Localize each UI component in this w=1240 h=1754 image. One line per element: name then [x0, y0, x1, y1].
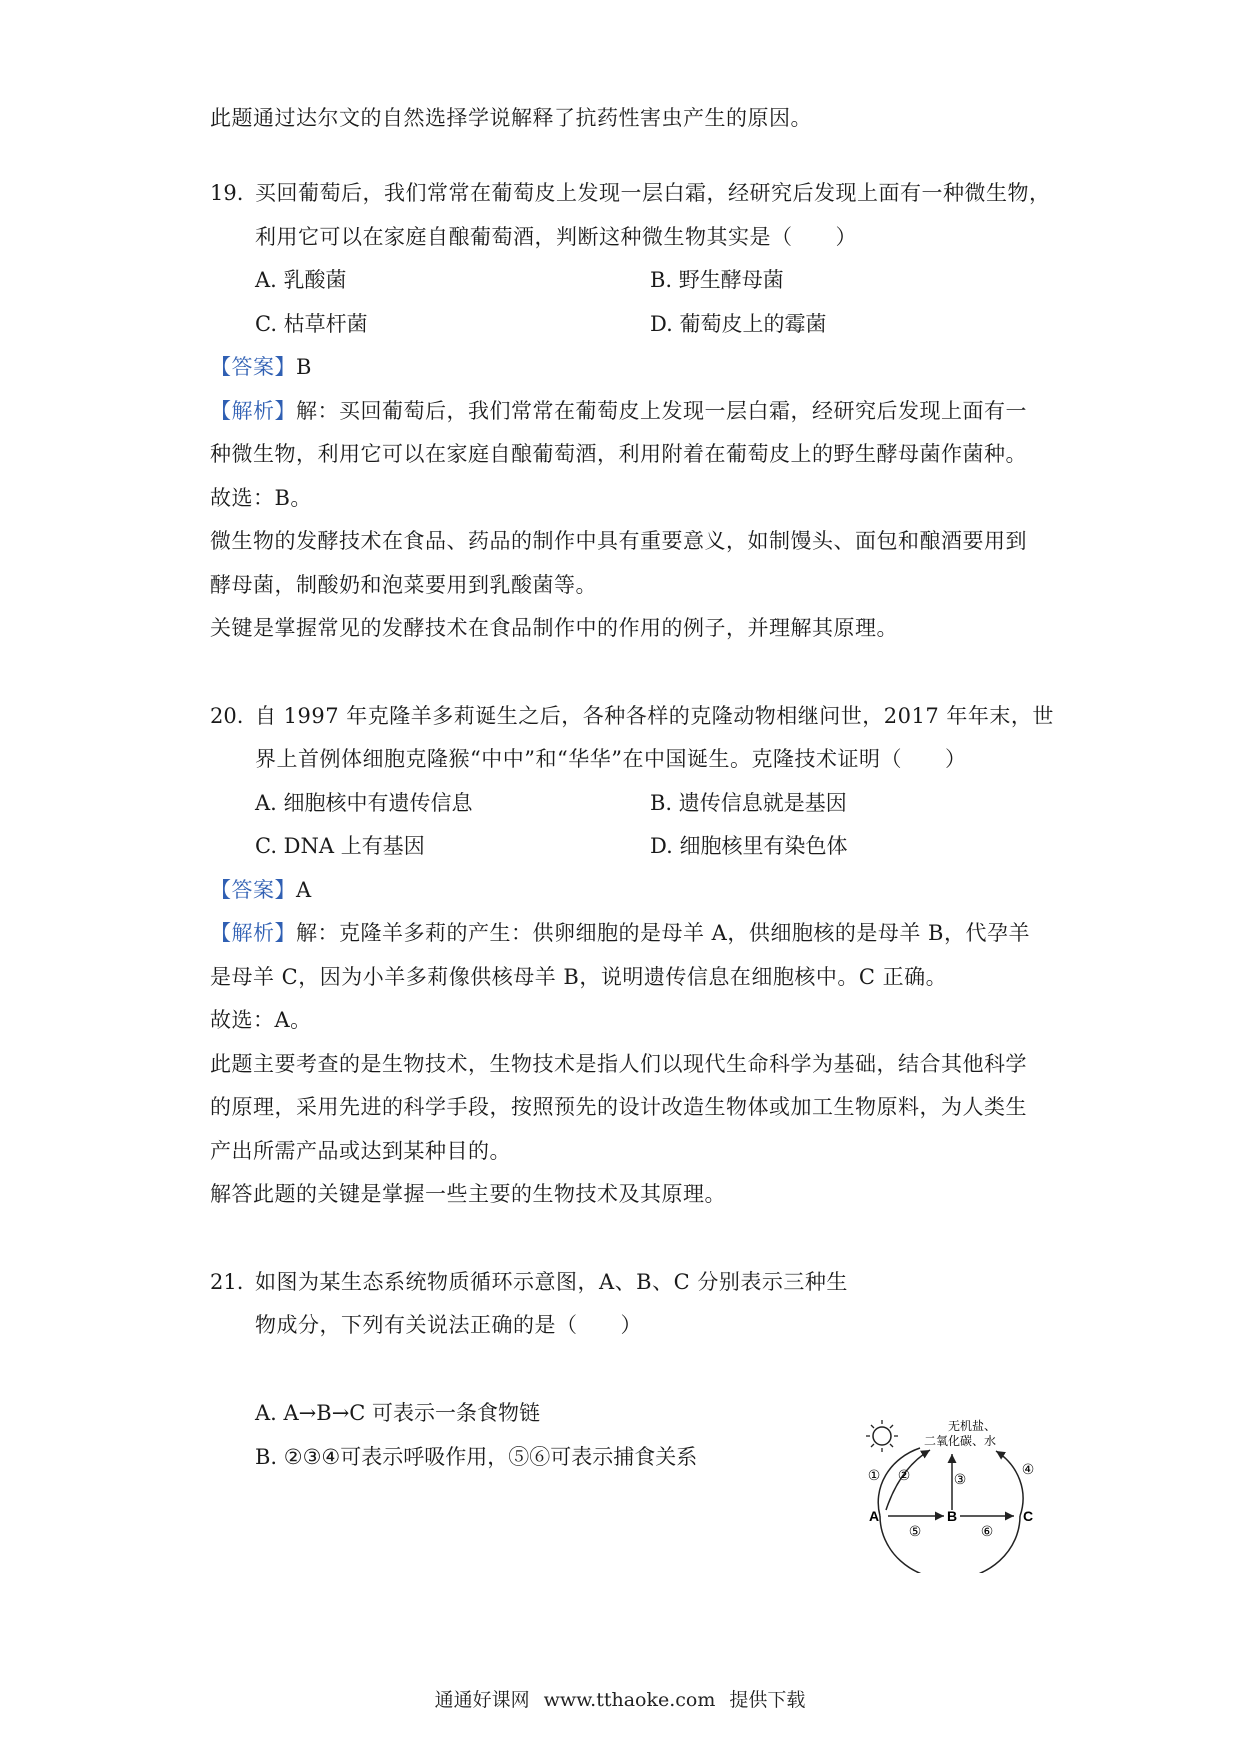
q20-stem-line2: 界上首例体细胞克隆猴“中中”和“华华”在中国诞生。克隆技术证明（ ） — [255, 747, 967, 771]
analysis-tag: 【解析】 — [210, 399, 296, 423]
q19-option-d: D. 葡萄皮上的霉菌 — [650, 312, 827, 336]
arrow-3-label: ③ — [953, 1472, 967, 1488]
analysis-tag: 【解析】 — [210, 921, 296, 945]
q19-analysis-line1 — [210, 396, 1027, 426]
q19-note1-line2: 酵母菌，制酸奶和泡菜要用到乳酸菌等。 — [210, 573, 597, 597]
node-a-label: A — [868, 1508, 880, 1524]
q19-note2: 关键是掌握常见的发酵技术在食品制作中的作用的例子，并理解其原理。 — [210, 616, 898, 640]
diagram-top-label-2: 二氧化碳、水 — [923, 1434, 997, 1448]
q19-option-c: C. 枯草杆菌 — [255, 312, 368, 336]
footer-download-text: 提供下载 — [729, 1689, 806, 1711]
q19-number: 19. — [210, 181, 244, 205]
q20-note1-line1: 此题主要考查的是生物技术，生物技术是指人们以现代生命科学为基础，结合其他科学 — [210, 1052, 1027, 1076]
lower-arc — [880, 1516, 1020, 1573]
q20-note1-line2: 的原理，采用先进的科学手段，按照预先的设计改造生物体或加工生物原料，为人类生 — [210, 1095, 1027, 1119]
q21-stem-line2: 物成分，下列有关说法正确的是（ ） — [255, 1313, 642, 1337]
q20-note1-line3: 产出所需产品或达到某种目的。 — [210, 1139, 511, 1163]
q20-choose: 故选：A。 — [210, 1008, 312, 1032]
arrow-5-label: ⑤ — [908, 1524, 922, 1540]
sun-icon — [866, 1420, 898, 1452]
q19-stem-line1: 买回葡萄后，我们常常在葡萄皮上发现一层白霜，经研究后发现上面有一种微生物， — [255, 181, 1051, 205]
q21-number: 21. — [210, 1270, 244, 1294]
arrow-4-path — [996, 1451, 1023, 1516]
q19-option-b: B. 野生酵母菌 — [650, 268, 784, 292]
footer-url[interactable]: www.tthaoke.com — [543, 1689, 716, 1711]
q19-answer — [210, 352, 312, 382]
q20-analysis-line2: 是母羊 C，因为小羊多莉像供核母羊 B，说明遗传信息在细胞核中。C 正确。 — [210, 965, 948, 989]
arrow-2-label: ② — [897, 1468, 911, 1484]
arrow-4-label: ④ — [1021, 1462, 1035, 1478]
q19-option-a: A. 乳酸菌 — [255, 268, 347, 292]
diagram-top-label-1: 无机盐、 — [947, 1419, 997, 1433]
arrow-6-label: ⑥ — [980, 1524, 994, 1540]
answer-tag: 【答案】 — [210, 355, 296, 379]
footer-site-name: 通通好课网 — [434, 1689, 530, 1711]
q19-analysis-text1: 解：买回葡萄后，我们常常在葡萄皮上发现一层白霜，经研究后发现上面有一 — [296, 399, 1027, 423]
node-b-label: B — [946, 1508, 958, 1524]
intro-text: 此题通过达尔文的自然选择学说解释了抗药性害虫产生的原因。 — [210, 106, 812, 130]
q20-option-b: B. 遗传信息就是基因 — [650, 791, 847, 815]
q20-option-a: A. 细胞核中有遗传信息 — [255, 791, 473, 815]
answer-tag: 【答案】 — [210, 878, 296, 902]
q20-analysis-line1 — [210, 918, 1030, 948]
q20-option-c: C. DNA 上有基因 — [255, 834, 425, 858]
page-footer — [0, 1685, 1240, 1712]
material-cycle-diagram — [860, 1418, 1040, 1573]
q20-number: 20. — [210, 704, 244, 728]
q20-analysis-text1: 解：克隆羊多莉的产生：供卵细胞的是母羊 A，供细胞核的是母羊 B，代孕羊 — [296, 921, 1030, 945]
q20-answer — [210, 875, 312, 905]
q20-option-d: D. 细胞核里有染色体 — [650, 834, 848, 858]
q20-note2: 解答此题的关键是掌握一些主要的生物技术及其原理。 — [210, 1182, 726, 1206]
node-c-label: C — [1022, 1508, 1034, 1524]
q19-answer-value: B — [296, 355, 312, 379]
q19-note1-line1: 微生物的发酵技术在食品、药品的制作中具有重要意义，如制馒头、面包和酿酒要用到 — [210, 529, 1027, 553]
q19-analysis-line2: 种微生物，利用它可以在家庭自酿葡萄酒，利用附着在葡萄皮上的野生酵母菌作菌种。 — [210, 442, 1027, 466]
q21-option-b: B. ②③④可表示呼吸作用，⑤⑥可表示捕食关系 — [255, 1445, 698, 1469]
q19-stem-line2: 利用它可以在家庭自酿葡萄酒，判断这种微生物其实是（ ） — [255, 225, 857, 249]
arrow-1-label: ① — [867, 1468, 881, 1484]
q21-option-a: A. A→B→C 可表示一条食物链 — [255, 1401, 541, 1425]
q21-stem-line1: 如图为某生态系统物质循环示意图，A、B、C 分别表示三种生 — [255, 1270, 848, 1294]
q20-answer-value: A — [296, 878, 312, 902]
q20-stem-line1: 自 1997 年克隆羊多莉诞生之后，各种各样的克隆动物相继问世，2017 年年末，世 — [255, 704, 1054, 728]
q19-choose: 故选：B。 — [210, 486, 312, 510]
